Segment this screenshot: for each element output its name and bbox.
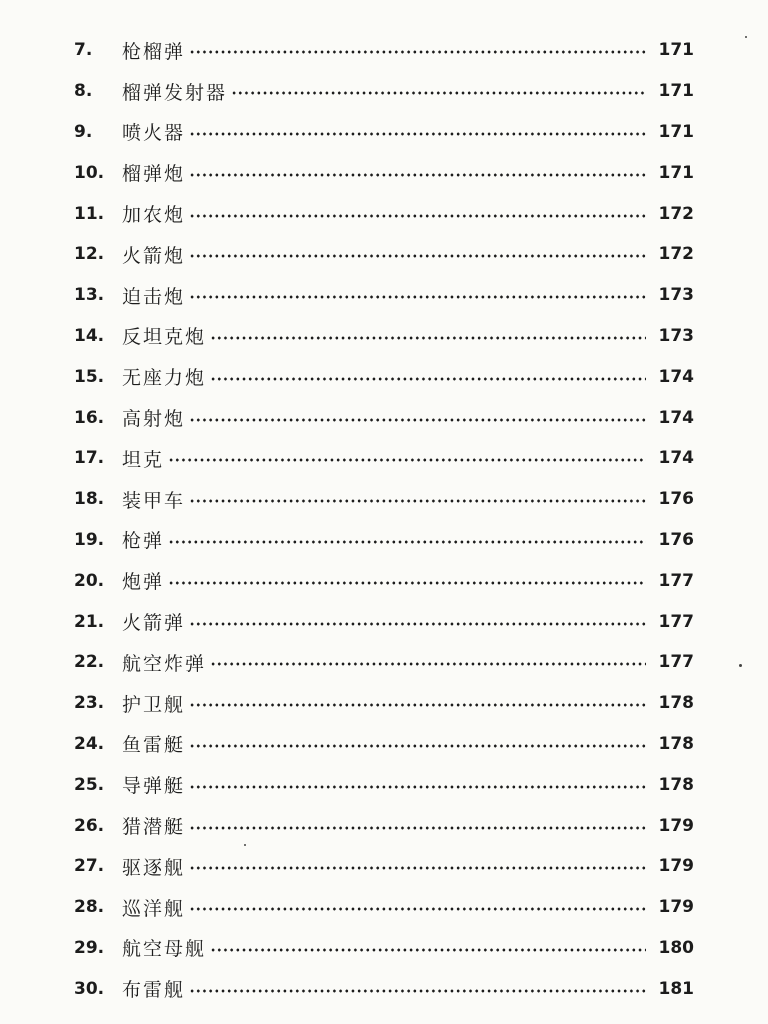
entry-title: 喷火器 <box>122 122 186 145</box>
toc-entry <box>74 764 694 805</box>
toc-entry <box>74 193 694 234</box>
entry-page-number: 177 <box>658 652 694 673</box>
toc-entry <box>74 560 694 601</box>
entry-number: 30. <box>74 978 105 999</box>
toc-entry <box>74 152 694 193</box>
entry-title: 榴弹炮 <box>122 163 186 186</box>
toc-entry <box>74 520 694 561</box>
entry-number: 10. <box>74 162 105 183</box>
entry-page-number: 178 <box>658 774 694 795</box>
entry-title: 迫击炮 <box>122 285 186 308</box>
dot-leader <box>189 132 646 136</box>
entry-title: 护卫舰 <box>122 693 186 716</box>
dot-leader <box>189 703 646 707</box>
entry-title: 榴弹发射器 <box>122 81 228 104</box>
entry-number: 9. <box>74 121 93 142</box>
dot-leader <box>189 744 646 748</box>
entry-page-number: 171 <box>658 121 694 142</box>
dot-leader <box>189 826 646 830</box>
entry-page-number: 176 <box>658 489 694 510</box>
dot-leader <box>189 989 646 993</box>
toc-entry <box>74 30 694 71</box>
entry-number: 29. <box>74 937 105 958</box>
dot-leader <box>189 254 646 258</box>
dot-leader <box>210 336 646 340</box>
entry-page-number: 174 <box>658 366 694 387</box>
entry-page-number: 177 <box>658 611 694 632</box>
dot-leader <box>231 91 646 95</box>
entry-title: 坦克 <box>122 448 165 471</box>
entry-title: 加农炮 <box>122 204 186 227</box>
entry-title: 火箭炮 <box>122 244 186 267</box>
scan-speck <box>244 844 246 846</box>
dot-leader <box>189 295 646 299</box>
dot-leader <box>189 866 646 870</box>
entry-title: 反坦克炮 <box>122 326 207 349</box>
toc-entry <box>74 234 694 275</box>
entry-title: 驱逐舰 <box>122 856 186 879</box>
entry-title: 布雷舰 <box>122 979 186 1002</box>
dot-leader <box>168 458 646 462</box>
entry-title: 无座力炮 <box>122 367 207 390</box>
entry-title: 装甲车 <box>122 489 186 512</box>
toc-entry <box>74 601 694 642</box>
entry-number: 19. <box>74 529 105 550</box>
entry-number: 8. <box>74 81 93 102</box>
entry-title: 猎潜艇 <box>122 816 186 839</box>
entry-number: 22. <box>74 652 105 673</box>
entry-page-number: 180 <box>658 937 694 958</box>
entry-page-number: 179 <box>658 856 694 877</box>
entry-page-number: 171 <box>658 162 694 183</box>
table-of-contents <box>74 30 694 1009</box>
toc-entry <box>74 397 694 438</box>
entry-page-number: 171 <box>658 81 694 102</box>
entry-title: 航空母舰 <box>122 938 207 961</box>
entry-page-number: 178 <box>658 733 694 754</box>
toc-entry <box>74 805 694 846</box>
scan-speck <box>739 664 742 667</box>
entry-number: 25. <box>74 774 105 795</box>
dot-leader <box>168 581 646 585</box>
entry-page-number: 172 <box>658 244 694 265</box>
entry-title: 高射炮 <box>122 408 186 431</box>
dot-leader <box>210 662 646 666</box>
dot-leader <box>189 907 646 911</box>
entry-number: 7. <box>74 40 93 61</box>
entry-number: 12. <box>74 244 105 265</box>
entry-page-number: 178 <box>658 693 694 714</box>
entry-number: 18. <box>74 489 105 510</box>
toc-entry <box>74 112 694 153</box>
toc-entry <box>74 438 694 479</box>
entry-number: 26. <box>74 815 105 836</box>
entry-title: 鱼雷艇 <box>122 734 186 757</box>
entry-number: 27. <box>74 856 105 877</box>
entry-number: 28. <box>74 897 105 918</box>
entry-page-number: 172 <box>658 203 694 224</box>
entry-number: 13. <box>74 285 105 306</box>
entry-title: 枪榴弹 <box>122 40 186 63</box>
dot-leader <box>168 540 646 544</box>
entry-title: 火箭弹 <box>122 612 186 635</box>
toc-entry <box>74 887 694 928</box>
dot-leader <box>189 622 646 626</box>
entry-number: 24. <box>74 733 105 754</box>
toc-entry <box>74 642 694 683</box>
dot-leader <box>210 948 646 952</box>
dot-leader <box>189 50 646 54</box>
entry-title: 航空炸弹 <box>122 652 207 675</box>
entry-page-number: 177 <box>658 570 694 591</box>
toc-entry <box>74 316 694 357</box>
entry-number: 23. <box>74 693 105 714</box>
toc-entry <box>74 928 694 969</box>
entry-page-number: 173 <box>658 325 694 346</box>
dot-leader <box>189 785 646 789</box>
toc-entry <box>74 356 694 397</box>
entry-number: 16. <box>74 407 105 428</box>
entry-page-number: 173 <box>658 285 694 306</box>
toc-entry <box>74 724 694 765</box>
dot-leader <box>189 214 646 218</box>
entry-page-number: 174 <box>658 407 694 428</box>
dot-leader <box>189 418 646 422</box>
toc-entry <box>74 968 694 1009</box>
entry-page-number: 176 <box>658 529 694 550</box>
entry-title: 巡洋舰 <box>122 897 186 920</box>
dot-leader <box>189 499 646 503</box>
toc-entry <box>74 479 694 520</box>
entry-page-number: 179 <box>658 815 694 836</box>
toc-entry <box>74 846 694 887</box>
toc-entry <box>74 683 694 724</box>
entry-number: 11. <box>74 203 105 224</box>
scan-speck <box>745 36 747 38</box>
toc-entry <box>74 71 694 112</box>
entry-number: 15. <box>74 366 105 387</box>
entry-page-number: 181 <box>658 978 694 999</box>
entry-number: 20. <box>74 570 105 591</box>
entry-page-number: 179 <box>658 897 694 918</box>
entry-title: 枪弹 <box>122 530 165 553</box>
dot-leader <box>210 377 646 381</box>
entry-page-number: 171 <box>658 40 694 61</box>
entry-number: 21. <box>74 611 105 632</box>
entry-number: 17. <box>74 448 105 469</box>
toc-entry <box>74 275 694 316</box>
entry-number: 14. <box>74 325 105 346</box>
dot-leader <box>189 173 646 177</box>
entry-page-number: 174 <box>658 448 694 469</box>
entry-title: 导弹艇 <box>122 775 186 798</box>
entry-title: 炮弹 <box>122 571 165 594</box>
